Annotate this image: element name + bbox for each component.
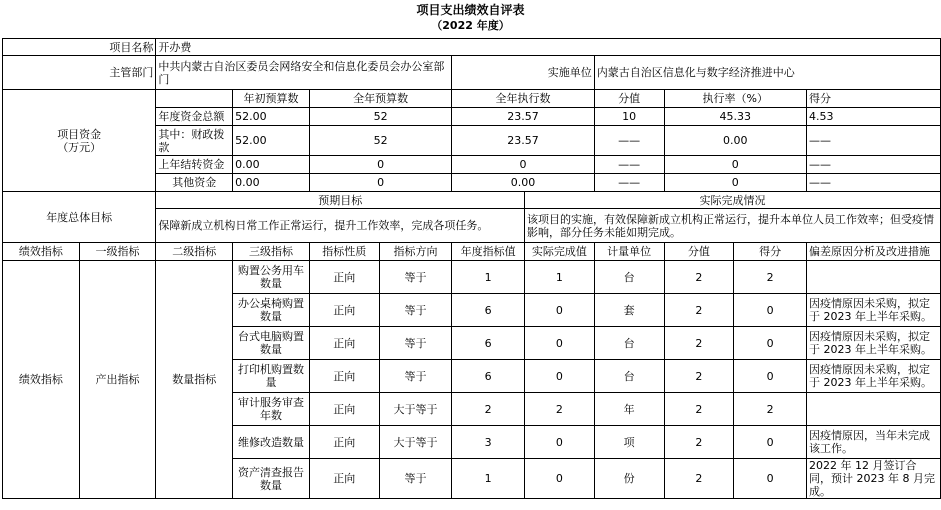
funds-row-rate: 45.33 — [664, 108, 806, 126]
funds-row-annual: 52 — [309, 126, 451, 156]
dept-label: 主管部门 — [3, 56, 156, 90]
indicator-direction: 等于 — [379, 360, 452, 393]
indicator-header: 计量单位 — [594, 243, 664, 261]
indicator-note: 2022 年 12 月签订合同，预计 2023 年 8 月完成。 — [806, 459, 940, 499]
indicator-target: 3 — [452, 426, 525, 459]
funds-label: 项目资金 （万元） — [3, 90, 156, 192]
funds-row-exec: 23.57 — [452, 126, 594, 156]
evaluation-table — [2, 38, 941, 499]
indicator-name: 办公桌椅购置数量 — [233, 294, 310, 327]
goals-expected-header: 预期目标 — [156, 192, 525, 209]
indicator-note — [806, 393, 940, 426]
indicator-direction: 大于等于 — [379, 393, 452, 426]
indicator-actual: 0 — [525, 327, 595, 360]
page-subtitle: （2022 年度） — [431, 19, 510, 32]
indicator-target: 1 — [452, 459, 525, 499]
indicator-actual: 0 — [525, 459, 595, 499]
funds-row-init: 0.00 — [233, 156, 310, 174]
funds-row-score: 4.53 — [806, 108, 940, 126]
indicator-name: 审计服务审查年数 — [233, 393, 310, 426]
indicator-score: 2 — [734, 393, 807, 426]
indicator-nature: 正向 — [309, 393, 379, 426]
funds-row-name: 其中：财政拨款 — [156, 126, 233, 156]
indicator-header: 三级指标 — [233, 243, 310, 261]
indicator-score-val: 2 — [664, 294, 734, 327]
funds-row-exec: 0.00 — [452, 174, 594, 192]
indicator-name: 资产清查报告数量 — [233, 459, 310, 499]
indicator-note: 因疫情原因未采购，拟定于 2023 年上半年采购。 — [806, 294, 940, 327]
funds-header: 年初预算数 — [233, 90, 310, 108]
funds-row-annual: 52 — [309, 108, 451, 126]
funds-row-exec: 0 — [452, 156, 594, 174]
funds-row-score: —— — [806, 174, 940, 192]
funds-row-rate: 0 — [664, 156, 806, 174]
indicator-score-val: 2 — [664, 426, 734, 459]
indicator-level0: 绩效指标 — [3, 261, 80, 499]
impl-value: 内蒙古自治区信息化与数字经济推进中心 — [594, 56, 940, 90]
funds-header: 全年执行数 — [452, 90, 594, 108]
funds-header: 得分 — [806, 90, 940, 108]
indicator-score-val: 2 — [664, 393, 734, 426]
indicator-direction: 等于 — [379, 294, 452, 327]
indicator-target: 2 — [452, 393, 525, 426]
project-name-label: 项目名称 — [3, 39, 156, 56]
goals-actual-header: 实际完成情况 — [525, 192, 941, 209]
funds-row-init: 52.00 — [233, 126, 310, 156]
funds-row-name: 其他资金 — [156, 174, 233, 192]
indicator-target: 1 — [452, 261, 525, 294]
indicator-header: 分值 — [664, 243, 734, 261]
indicator-header: 偏差原因分析及改进措施 — [806, 243, 940, 261]
indicator-name: 打印机购置数量 — [233, 360, 310, 393]
funds-row-name: 上年结转资金 — [156, 156, 233, 174]
indicator-header: 绩效指标 — [3, 243, 80, 261]
funds-header: 全年预算数 — [309, 90, 451, 108]
funds-row-init: 0.00 — [233, 174, 310, 192]
indicator-unit: 台 — [594, 327, 664, 360]
page-title: 项目支出绩效自评表 — [416, 3, 525, 17]
indicator-unit: 台 — [594, 360, 664, 393]
indicator-nature: 正向 — [309, 294, 379, 327]
goals-actual-text: 该项目的实施，有效保障新成立机构正常运行，提升本单位人员工作效率；但受疫情影响，部分任务未能如期完成。 — [525, 209, 941, 243]
funds-row-rate: 0 — [664, 174, 806, 192]
funds-row-score: —— — [806, 126, 940, 156]
project-name-value: 开办费 — [156, 39, 941, 56]
indicator-header: 得分 — [734, 243, 807, 261]
indicator-direction: 等于 — [379, 459, 452, 499]
indicator-note: 因疫情原因，当年未完成该工作。 — [806, 426, 940, 459]
indicator-score: 0 — [734, 426, 807, 459]
indicator-target: 6 — [452, 294, 525, 327]
indicator-actual: 2 — [525, 393, 595, 426]
indicator-level1: 产出指标 — [79, 261, 156, 499]
impl-label: 实施单位 — [452, 56, 594, 90]
indicator-direction: 等于 — [379, 327, 452, 360]
funds-header: 分值 — [594, 90, 664, 108]
indicator-name: 购置公务用车数量 — [233, 261, 310, 294]
indicator-header: 年度指标值 — [452, 243, 525, 261]
indicator-score: 0 — [734, 327, 807, 360]
indicator-actual: 1 — [525, 261, 595, 294]
indicator-unit: 套 — [594, 294, 664, 327]
indicator-note: 因疫情原因未采购，拟定于 2023 年上半年采购。 — [806, 327, 940, 360]
indicator-score-val: 2 — [664, 459, 734, 499]
funds-header-blank — [156, 90, 233, 108]
indicator-header: 一级指标 — [79, 243, 156, 261]
indicator-nature: 正向 — [309, 360, 379, 393]
indicator-unit: 项 — [594, 426, 664, 459]
indicator-score: 2 — [734, 261, 807, 294]
indicator-unit: 份 — [594, 459, 664, 499]
indicator-target: 6 — [452, 360, 525, 393]
indicator-nature: 正向 — [309, 327, 379, 360]
indicator-score-val: 2 — [664, 327, 734, 360]
funds-row-score-val: 10 — [594, 108, 664, 126]
funds-row-init: 52.00 — [233, 108, 310, 126]
goals-expected-text: 保障新成立机构日常工作正常运行，提升工作效率，完成各项任务。 — [156, 209, 525, 243]
goals-label: 年度总体目标 — [3, 192, 156, 243]
indicator-actual: 0 — [525, 294, 595, 327]
indicator-score-val: 2 — [664, 360, 734, 393]
funds-header: 执行率（%） — [664, 90, 806, 108]
funds-row-rate: 0.00 — [664, 126, 806, 156]
indicator-header: 二级指标 — [156, 243, 233, 261]
indicator-name: 台式电脑购置数量 — [233, 327, 310, 360]
indicator-direction: 大于等于 — [379, 426, 452, 459]
indicator-actual: 0 — [525, 426, 595, 459]
indicator-nature: 正向 — [309, 261, 379, 294]
indicator-note — [806, 261, 940, 294]
funds-row-name: 年度资金总额 — [156, 108, 233, 126]
indicator-unit: 年 — [594, 393, 664, 426]
funds-row-annual: 0 — [309, 174, 451, 192]
indicator-direction: 等于 — [379, 261, 452, 294]
indicator-header: 指标性质 — [309, 243, 379, 261]
indicator-target: 6 — [452, 327, 525, 360]
indicator-note: 因疫情原因未采购，拟定于 2023 年上半年采购。 — [806, 360, 940, 393]
indicator-name: 维修改造数量 — [233, 426, 310, 459]
indicator-nature: 正向 — [309, 426, 379, 459]
funds-row-score-val: —— — [594, 156, 664, 174]
indicator-nature: 正向 — [309, 459, 379, 499]
funds-row-exec: 23.57 — [452, 108, 594, 126]
dept-value: 中共内蒙古自治区委员会网络安全和信息化委员会办公室部门 — [156, 56, 452, 90]
indicator-header: 实际完成值 — [525, 243, 595, 261]
indicator-score: 0 — [734, 459, 807, 499]
indicator-header: 指标方向 — [379, 243, 452, 261]
funds-row-score-val: —— — [594, 126, 664, 156]
funds-row-score: —— — [806, 156, 940, 174]
indicator-actual: 0 — [525, 360, 595, 393]
indicator-score: 0 — [734, 294, 807, 327]
funds-row-score-val: —— — [594, 174, 664, 192]
indicator-level2: 数量指标 — [156, 261, 233, 499]
indicator-unit: 台 — [594, 261, 664, 294]
funds-row-annual: 0 — [309, 156, 451, 174]
indicator-score: 0 — [734, 360, 807, 393]
indicator-score-val: 2 — [664, 261, 734, 294]
